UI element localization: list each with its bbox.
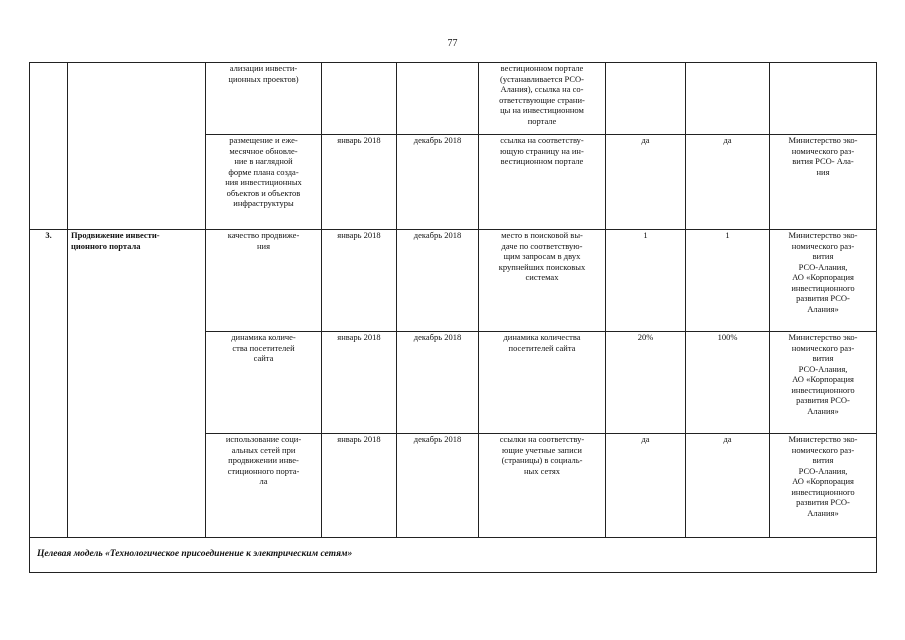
indicator-cell-text: место в поисковой вы- даче по соответствую- щим запросам в двух крупнейших поисковых системах bbox=[498, 230, 586, 282]
fact-value-cell bbox=[686, 332, 770, 434]
activity-cell bbox=[206, 434, 322, 538]
end-date-cell-text: декабрь 2018 bbox=[413, 332, 462, 342]
indicator-cell bbox=[479, 135, 606, 230]
indicator-cell bbox=[479, 230, 606, 332]
item-title-cell bbox=[68, 230, 206, 538]
start-date-cell bbox=[322, 63, 397, 135]
end-date-cell bbox=[397, 332, 479, 434]
table-body bbox=[30, 63, 877, 573]
page-number: 77 bbox=[447, 38, 458, 49]
indicator-cell bbox=[479, 332, 606, 434]
activity-cell bbox=[206, 135, 322, 230]
activity-cell-text: использование соци- альных сетей при продвижении инве- стиционного порта- ла bbox=[225, 434, 302, 486]
section-title: Целевая модель «Технологическое присоединение к электрическим сетям» bbox=[37, 549, 353, 559]
section-footer-row bbox=[30, 538, 877, 573]
activity-cell-text: динамика количе- ства посетителей сайта bbox=[231, 332, 296, 363]
fact-value-cell bbox=[686, 434, 770, 538]
end-date-cell bbox=[397, 135, 479, 230]
item-number-cell-text: 3. bbox=[45, 230, 52, 240]
activity-cell-text: качество продвиже- ния bbox=[227, 230, 300, 251]
indicator-cell bbox=[479, 63, 606, 135]
number-cell bbox=[30, 63, 68, 230]
activity-cell-text: размещение и еже- месячное обновле- ние в наглядной форме плана созда- ния инвестиционных объектов и объектов инфраструктуры bbox=[225, 135, 302, 208]
activity-cell bbox=[206, 63, 322, 135]
start-date-cell-text: январь 2018 bbox=[337, 135, 381, 145]
fact-value-cell bbox=[686, 63, 770, 135]
end-date-cell-text: декабрь 2018 bbox=[413, 230, 462, 240]
indicator-cell bbox=[479, 434, 606, 538]
action-plan-table bbox=[29, 62, 877, 573]
responsible-cell bbox=[770, 230, 877, 332]
start-date-cell-text: январь 2018 bbox=[337, 434, 381, 444]
plan-value-cell bbox=[606, 434, 686, 538]
item-title-cell-text: Продвижение инвести- ционного портала bbox=[71, 230, 160, 251]
plan-value-cell bbox=[606, 230, 686, 332]
indicator-cell-text: вестиционном портале (устанавливается РСО- Алания), ссылка на со- ответствующие страни- цы на инвестиционном портале bbox=[499, 63, 585, 126]
section-title-cell bbox=[30, 538, 877, 573]
responsible-cell-text: Министерство эко- номического раз- вития РСО-Алания, АО «Корпорация инвестиционного развития РСО- Алания» bbox=[788, 434, 858, 518]
activity-cell bbox=[206, 332, 322, 434]
responsible-cell bbox=[770, 63, 877, 135]
fact-value-cell-text: 100% bbox=[717, 332, 738, 342]
activity-cell bbox=[206, 230, 322, 332]
plan-value-cell bbox=[606, 135, 686, 230]
plan-value-cell-text: 1 bbox=[643, 230, 648, 240]
indicator-cell-text: ссылки на соответству- ющие учетные записи (страницы) в социаль- ных сетях bbox=[499, 434, 585, 476]
responsible-cell bbox=[770, 434, 877, 538]
fact-value-cell bbox=[686, 230, 770, 332]
plan-value-cell bbox=[606, 63, 686, 135]
table-row bbox=[30, 230, 877, 332]
responsible-cell bbox=[770, 135, 877, 230]
plan-value-cell-text: да bbox=[641, 135, 650, 145]
end-date-cell bbox=[397, 63, 479, 135]
plan-value-cell bbox=[606, 332, 686, 434]
responsible-cell bbox=[770, 332, 877, 434]
item-number-cell bbox=[30, 230, 68, 538]
start-date-cell-text: январь 2018 bbox=[337, 230, 381, 240]
plan-value-cell-text: да bbox=[641, 434, 650, 444]
title-cell bbox=[68, 63, 206, 230]
start-date-cell bbox=[322, 135, 397, 230]
start-date-cell bbox=[322, 434, 397, 538]
start-date-cell bbox=[322, 332, 397, 434]
end-date-cell bbox=[397, 230, 479, 332]
plan-value-cell-text: 20% bbox=[637, 332, 654, 342]
fact-value-cell bbox=[686, 135, 770, 230]
indicator-cell-text: динамика количества посетителей сайта bbox=[503, 332, 581, 353]
end-date-cell-text: декабрь 2018 bbox=[413, 135, 462, 145]
indicator-cell-text: ссылка на соответству- ющую страницу на ин- вестиционном портале bbox=[500, 135, 584, 166]
fact-value-cell-text: 1 bbox=[725, 230, 730, 240]
responsible-cell-text: Министерство эко- номического раз- вития РСО-Алания, АО «Корпорация инвестиционного развития РСО- Алания» bbox=[788, 230, 858, 314]
responsible-cell-text: Министерство эко- номического раз- вития РСО- Ала- ния bbox=[788, 135, 858, 177]
activity-cell-text: ализации инвести- ционных проектов) bbox=[228, 63, 299, 84]
fact-value-cell-text: да bbox=[723, 434, 732, 444]
responsible-cell-text: Министерство эко- номического раз- вития РСО-Алания, АО «Корпорация инвестиционного развития РСО- Алания» bbox=[788, 332, 858, 416]
start-date-cell-text: январь 2018 bbox=[337, 332, 381, 342]
end-date-cell bbox=[397, 434, 479, 538]
end-date-cell-text: декабрь 2018 bbox=[413, 434, 462, 444]
start-date-cell bbox=[322, 230, 397, 332]
table-row bbox=[30, 63, 877, 135]
fact-value-cell-text: да bbox=[723, 135, 732, 145]
